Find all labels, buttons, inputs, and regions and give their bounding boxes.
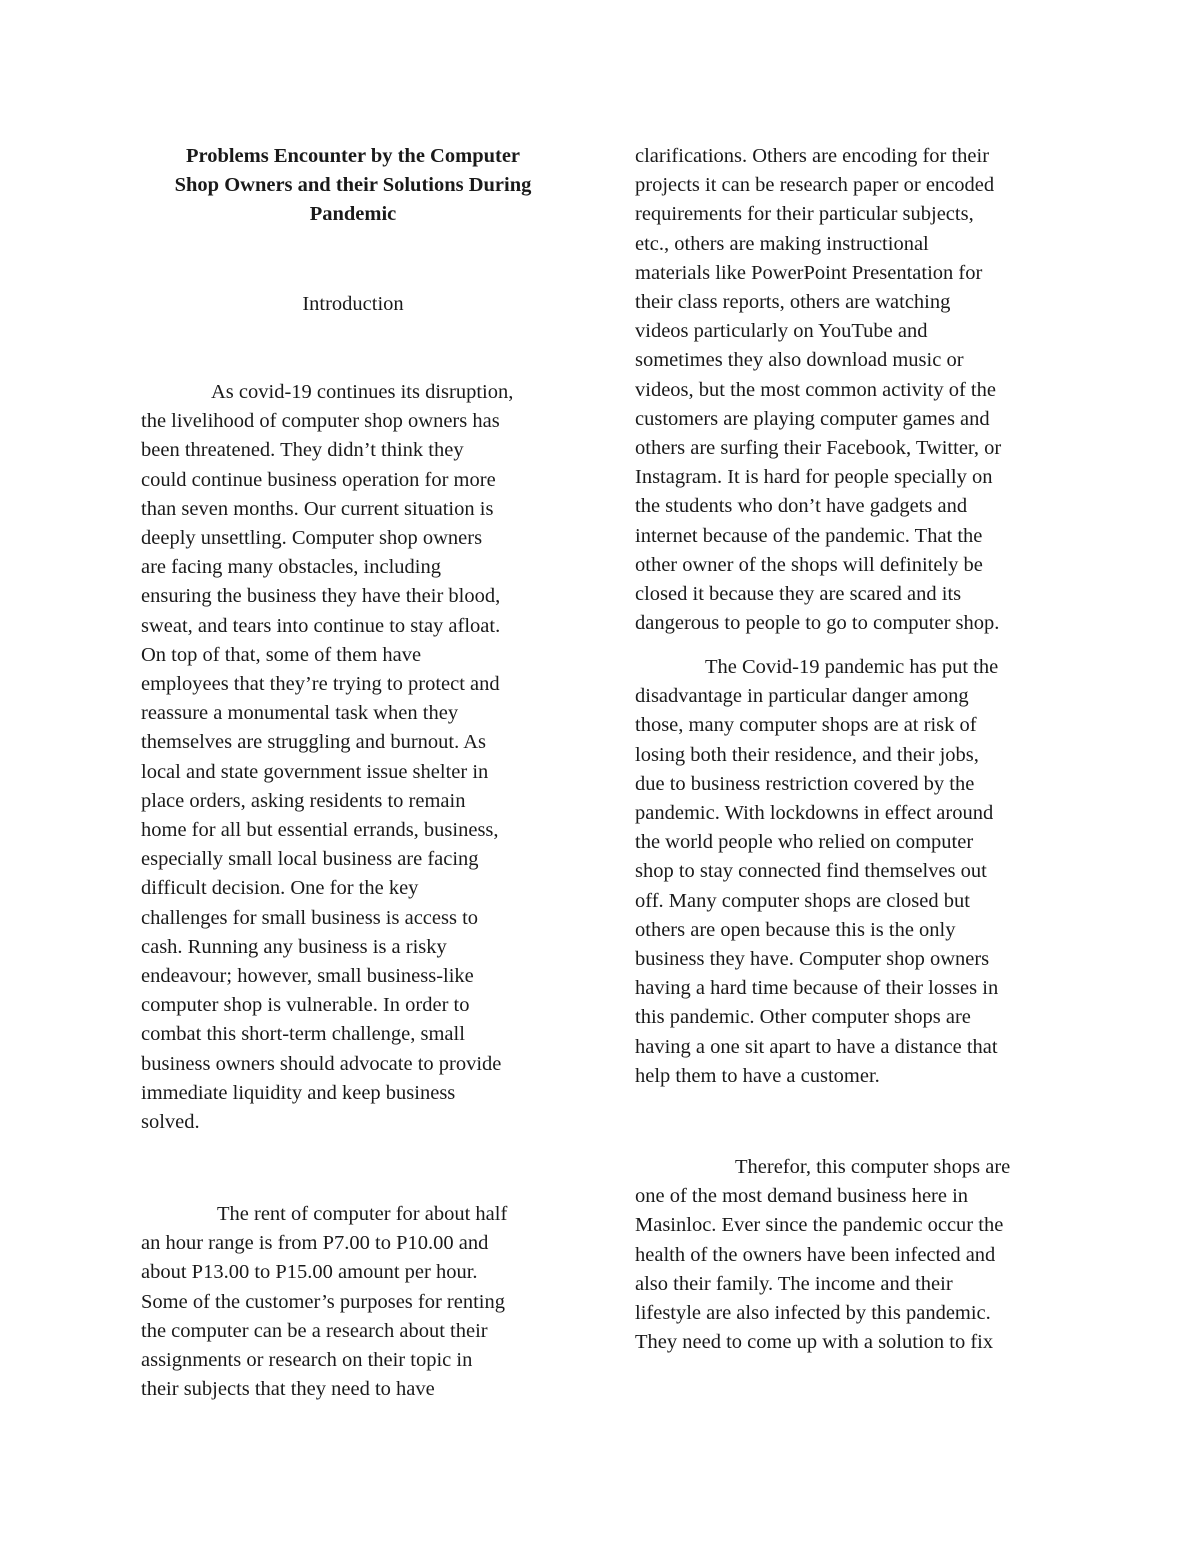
text-line: closed it because they are scared and its bbox=[635, 583, 962, 606]
text-line: cash. Running any business is a risky bbox=[141, 935, 447, 958]
text-line: The Covid-19 pandemic has put the bbox=[705, 656, 999, 678]
intro-paragraph-1 bbox=[141, 378, 565, 1137]
text-line: also their family. The income and their bbox=[635, 1272, 953, 1295]
right-paragraph-1 bbox=[635, 142, 1063, 638]
text-line: off. Many computer shops are closed but bbox=[635, 889, 970, 912]
text-line: their class reports, others are watching bbox=[635, 291, 951, 314]
text-line: reassure a monumental task when they bbox=[141, 702, 459, 725]
text-line: pandemic. With lockdowns in effect around bbox=[635, 802, 994, 825]
text-line: clarifications. Others are encoding for their bbox=[635, 145, 990, 167]
text-line: etc., others are making instructional bbox=[635, 232, 929, 255]
text-line: The rent of computer for about half bbox=[217, 1203, 508, 1225]
text-line: been threatened. They didn’t think they bbox=[141, 439, 464, 462]
text-line: this pandemic. Other computer shops are bbox=[635, 1006, 971, 1029]
text-line: combat this short-term challenge, small bbox=[141, 1023, 465, 1046]
text-line: business owners should advocate to provide bbox=[141, 1052, 502, 1075]
text-line: dangerous to people to go to computer shop. bbox=[635, 612, 1000, 635]
text-line: having a one sit apart to have a distance that bbox=[635, 1035, 998, 1058]
text-line: disadvantage in particular danger among bbox=[635, 685, 969, 708]
text-line: local and state government issue shelter in bbox=[141, 760, 489, 783]
text-line: Some of the customer’s purposes for renting bbox=[141, 1290, 505, 1313]
text-line: others are open because this is the only bbox=[635, 918, 956, 941]
text-line: their subjects that they need to have bbox=[141, 1378, 435, 1401]
text-line: sometimes they also download music or bbox=[635, 349, 964, 372]
text-line: others are surfing their Facebook, Twitter, or bbox=[635, 437, 1002, 460]
text-line: those, many computer shops are at risk of bbox=[635, 714, 977, 737]
text-line: videos particularly on YouTube and bbox=[635, 320, 928, 343]
text-line: themselves are struggling and burnout. As bbox=[141, 731, 487, 754]
text-line: difficult decision. One for the key bbox=[141, 877, 419, 900]
text-line: the computer can be a research about their bbox=[141, 1319, 488, 1342]
text-line: due to business restriction covered by the bbox=[635, 772, 975, 795]
text-line: videos, but the most common activity of the bbox=[635, 378, 996, 401]
text-line: are facing many obstacles, including bbox=[141, 556, 441, 579]
section-heading-introduction: Introduction bbox=[302, 293, 404, 315]
text-line: As covid-19 continues its disruption, bbox=[211, 381, 514, 403]
text-line: an hour range is from P7.00 to P10.00 and bbox=[141, 1232, 489, 1255]
text-line: business they have. Computer shop owners bbox=[635, 948, 990, 971]
text-line: computer shop is vulnerable. In order to bbox=[141, 994, 470, 1017]
text-line: the livelihood of computer shop owners has bbox=[141, 410, 500, 433]
title-line: Shop Owners and their Solutions During bbox=[174, 174, 532, 196]
text-line: On top of that, some of them have bbox=[141, 643, 422, 666]
text-line: place orders, asking residents to remain bbox=[141, 789, 466, 812]
right-paragraph-2 bbox=[635, 653, 1063, 1091]
left-column bbox=[141, 142, 565, 1401]
text-line: Therefor, this computer shops are bbox=[735, 1156, 1011, 1178]
text-line: materials like PowerPoint Presentation for bbox=[635, 261, 983, 284]
title-line: Problems Encounter by the Computer bbox=[185, 145, 521, 167]
text-line: Instagram. It is hard for people specially on bbox=[635, 466, 993, 489]
text-line: health of the owners have been infected and bbox=[635, 1243, 996, 1266]
text-line: than seven months. Our current situation is bbox=[141, 497, 494, 520]
text-line: challenges for small business is access to bbox=[141, 906, 479, 929]
text-line: losing both their residence, and their jobs, bbox=[635, 743, 979, 766]
text-line: Masinloc. Ever since the pandemic occur the bbox=[635, 1214, 1004, 1237]
text-line: help them to have a customer. bbox=[635, 1064, 880, 1087]
right-paragraph-3 bbox=[635, 1153, 1063, 1357]
text-line: ensuring the business they have their blood, bbox=[141, 585, 501, 608]
text-line: about P13.00 to P15.00 amount per hour. bbox=[141, 1261, 478, 1284]
text-line: having a hard time because of their losses in bbox=[635, 977, 999, 1000]
text-line: could continue business operation for more bbox=[141, 468, 496, 491]
text-line: especially small local business are facing bbox=[141, 848, 479, 871]
text-line: lifestyle are also infected by this pandemic. bbox=[635, 1302, 991, 1325]
text-line: the world people who relied on computer bbox=[635, 831, 974, 854]
text-line: They need to come up with a solution to fix bbox=[635, 1331, 994, 1354]
document-title bbox=[141, 142, 565, 229]
text-line: internet because of the pandemic. That the bbox=[635, 524, 983, 547]
text-line: sweat, and tears into continue to stay afloat. bbox=[141, 614, 501, 637]
text-line: other owner of the shops will definitely be bbox=[635, 553, 983, 576]
text-line: assignments or research on their topic in bbox=[141, 1349, 473, 1372]
text-line: requirements for their particular subjects, bbox=[635, 203, 974, 226]
text-line: customers are playing computer games and bbox=[635, 407, 990, 430]
text-line: home for all but essential errands, business, bbox=[141, 819, 499, 842]
text-line: the students who don’t have gadgets and bbox=[635, 495, 968, 518]
text-line: immediate liquidity and keep business bbox=[141, 1081, 456, 1104]
text-line: endeavour; however, small business-like bbox=[141, 965, 474, 988]
text-line: solved. bbox=[141, 1111, 200, 1134]
text-line: shop to stay connected find themselves out bbox=[635, 860, 987, 883]
intro-paragraph-2 bbox=[141, 1200, 565, 1404]
text-line: employees that they’re trying to protect and bbox=[141, 673, 500, 696]
text-line: one of the most demand business here in bbox=[635, 1185, 969, 1208]
text-line: projects it can be research paper or encoded bbox=[635, 174, 995, 197]
text-line: deeply unsettling. Computer shop owners bbox=[141, 527, 483, 550]
title-line: Pandemic bbox=[309, 203, 397, 225]
